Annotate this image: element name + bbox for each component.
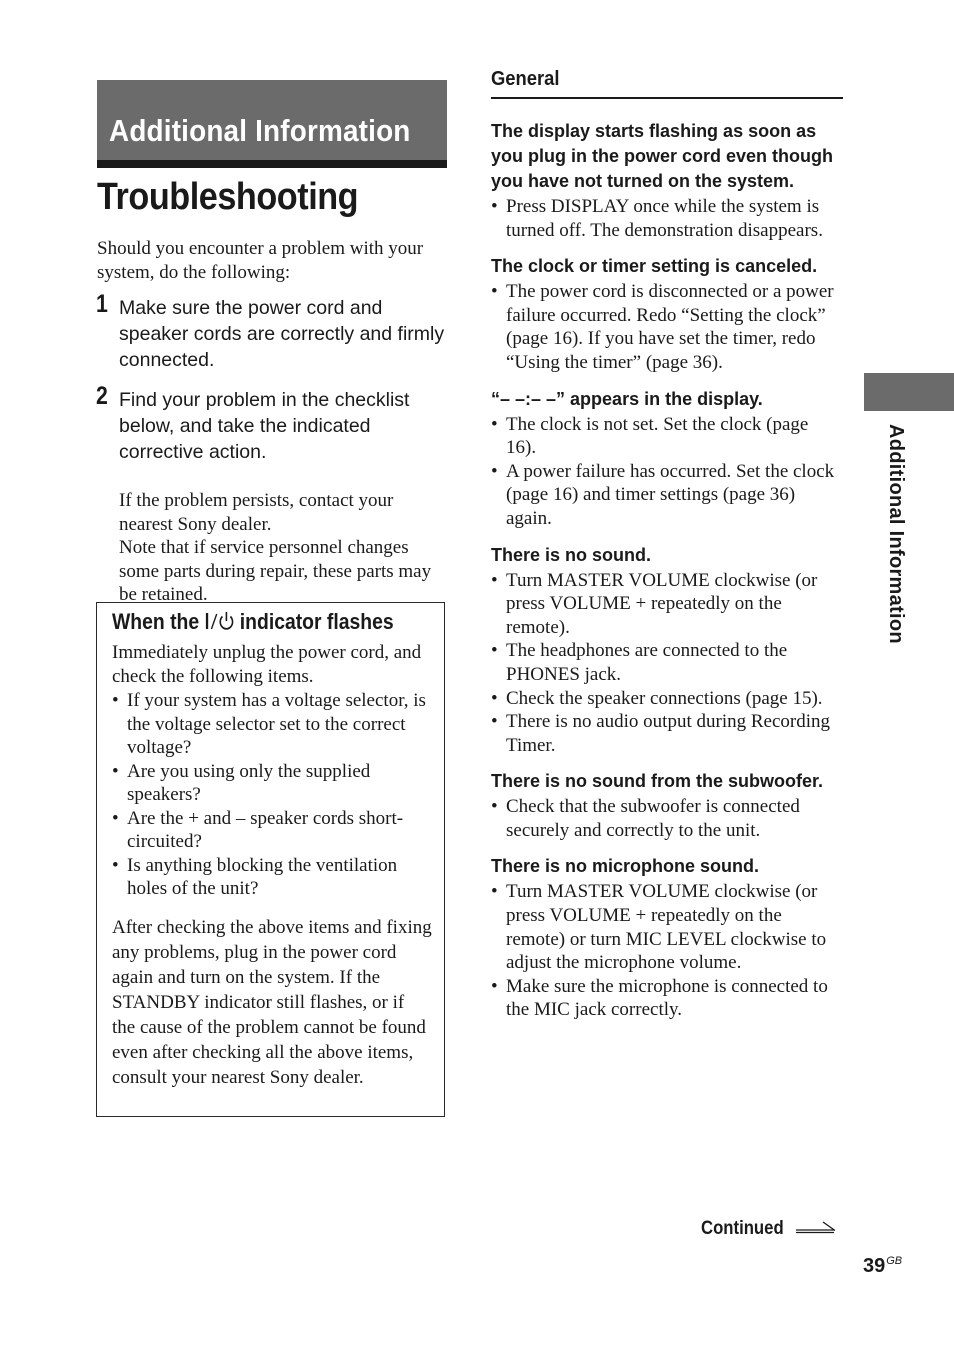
continued-label: Continued <box>701 1218 784 1239</box>
side-section-label: Additional Information <box>885 424 907 644</box>
problem-heading: The clock or timer setting is canceled. <box>491 256 818 277</box>
side-tab-marker <box>864 373 954 411</box>
box-title: When the indicator flashes <box>112 609 394 637</box>
box-after-text: After checking the above items and fixing any problems, plug in the power cord again and turn on the system. If the STANDBY indicator still flashes, or if the cause of the problem cannot be found even after checking all the above items, consult your nearest Sony dealer. <box>112 916 432 1088</box>
list-item: • Turn MASTER VOLUME clockwise (or press VOLUME + repeatedly on the remote) or turn MIC LEVEL clockwise to adjust the microphone volume. <box>491 880 843 974</box>
step-note-line: Note that if service personnel changes some parts during repair, these parts may be retained. <box>119 537 432 605</box>
step-text: Make sure the power cord and speaker cords are correctly and firmly connected. <box>119 297 445 371</box>
list-item: • The clock is not set. Set the clock (page 16). <box>491 413 843 460</box>
problem-heading: There is no sound. <box>491 544 652 565</box>
list-item: • Make sure the microphone is connected to the MIC jack correctly. <box>491 975 843 1022</box>
list-item: • The power cord is disconnected or a power failure occurred. Redo “Setting the clock” (page 16). If you have set the timer, redo “Using the timer” (page 36). <box>491 280 843 374</box>
general-heading: General <box>491 68 843 99</box>
trouble-group <box>491 854 843 1022</box>
section-banner <box>97 80 447 168</box>
trouble-group <box>491 254 843 374</box>
left-column <box>97 80 447 607</box>
section-banner-text: Additional Information <box>109 113 411 148</box>
trouble-group <box>491 119 843 242</box>
list-item: • If your system has a voltage selector, is the voltage selector set to the correct voltage? <box>112 689 432 760</box>
step-text: Find your problem in the checklist below, and take the indicated corrective action. <box>119 389 410 463</box>
power-standby-icon <box>204 611 234 637</box>
step-note <box>119 489 447 607</box>
list-item: • Are you using only the supplied speakers? <box>112 760 432 807</box>
list-item: • A power failure has occurred. Set the clock (page 16) and timer settings (page 36) again. <box>491 460 843 531</box>
step-1 <box>96 290 447 373</box>
trouble-group <box>491 769 843 842</box>
step-number: 2 <box>96 382 108 410</box>
page-title: Troubleshooting <box>97 176 359 218</box>
box-checklist <box>112 689 432 901</box>
intro-text: Should you encounter a problem with your system, do the following: <box>97 238 424 283</box>
trouble-group <box>491 543 843 758</box>
box-intro: Immediately unplug the power cord, and check the following items. <box>112 642 422 687</box>
page-suffix: GB <box>886 1255 903 1267</box>
list-item: • Press DISPLAY once while the system is turned off. The demonstration disappears. <box>491 195 843 242</box>
problem-heading: There is no microphone sound. <box>491 856 760 877</box>
indicator-flashes-box <box>96 602 445 1117</box>
list-item: • Check that the subwoofer is connected securely and correctly to the unit. <box>491 795 843 842</box>
list-item: • Turn MASTER VOLUME clockwise (or press VOLUME + repeatedly on the remote). <box>491 569 843 640</box>
step-number: 1 <box>96 290 108 318</box>
right-column <box>491 68 843 1022</box>
list-item: • There is no audio output during Recording Timer. <box>491 710 843 757</box>
page-number: $39^{GB}$ <box>863 1255 903 1277</box>
problem-heading: The display starts flashing as soon as you plug in the power cord even though you have not turned on the system. <box>491 121 833 191</box>
step-note-line: If the problem persists, contact your nearest Sony dealer. <box>119 490 394 535</box>
list-item: • Check the speaker connections (page 15). <box>491 687 843 711</box>
list-item: • Are the + and – speaker cords short-circuited? <box>112 807 432 854</box>
list-item: • The headphones are connected to the PHONES jack. <box>491 639 843 686</box>
problem-heading: There is no sound from the subwoofer. <box>491 771 824 792</box>
list-item: • Is anything blocking the ventilation holes of the unit? <box>112 854 432 901</box>
problem-heading: “– –:– –” appears in the display. <box>491 388 763 409</box>
trouble-group <box>491 387 843 531</box>
continued-indicator <box>701 1218 837 1240</box>
step-2 <box>96 382 447 465</box>
continued-arrow-icon <box>795 1218 837 1240</box>
